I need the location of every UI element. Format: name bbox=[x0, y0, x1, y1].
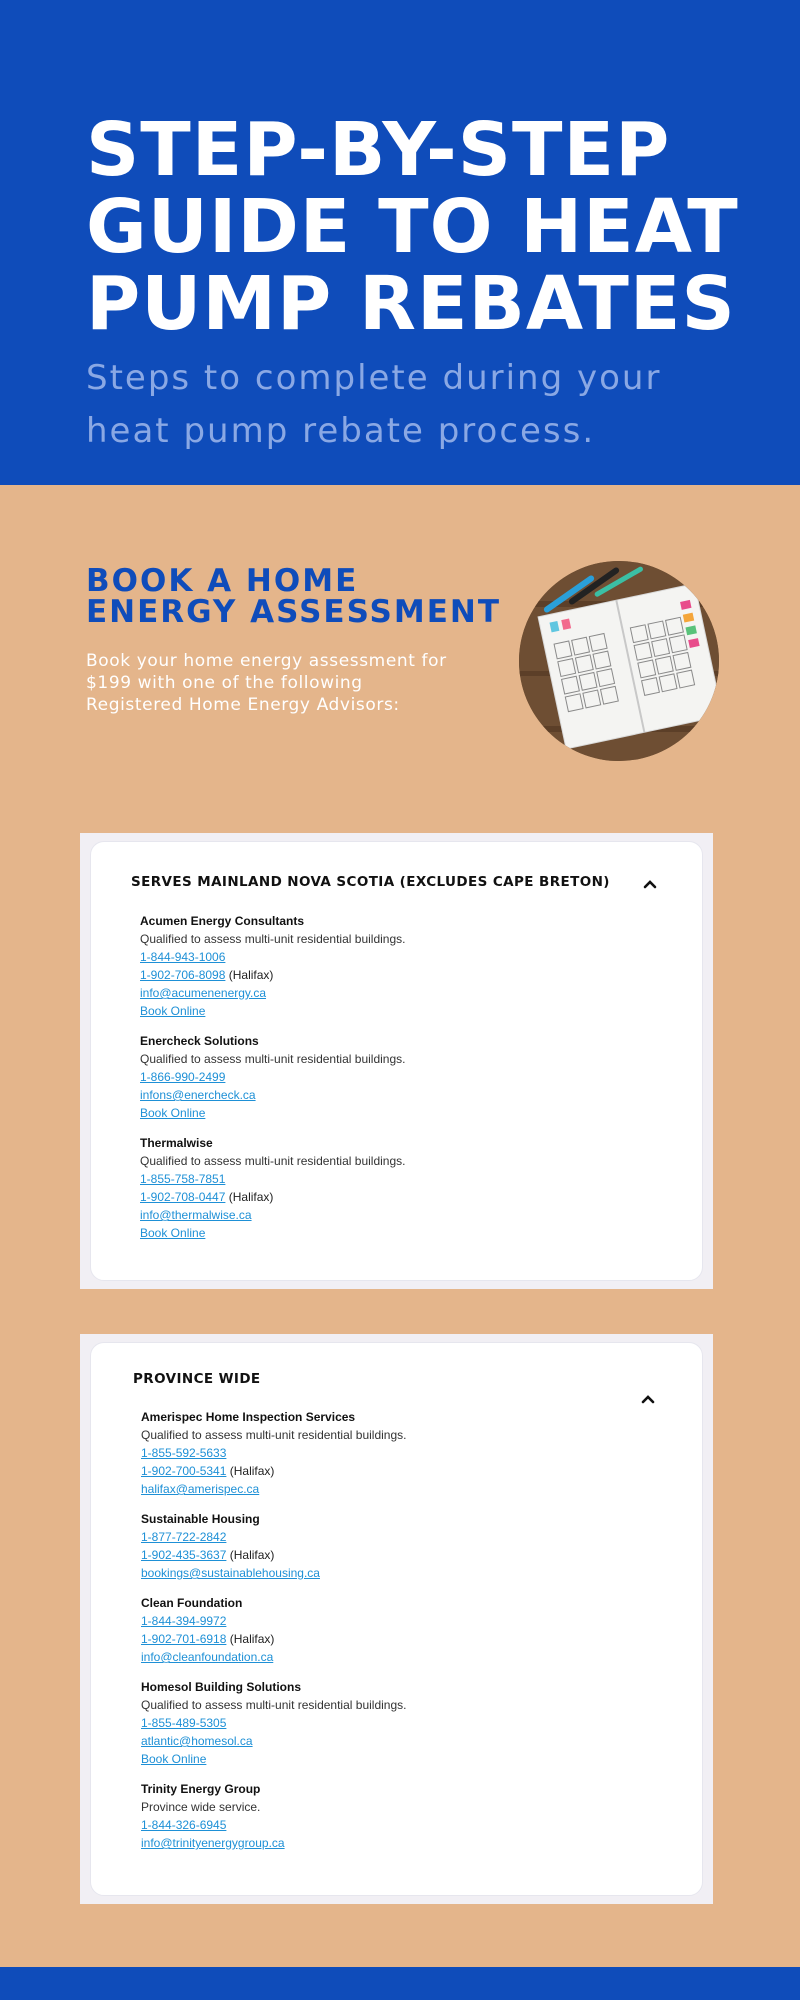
advisor-name: Sustainable Housing bbox=[141, 1512, 260, 1526]
email-link[interactable]: infons@enercheck.ca bbox=[140, 1088, 256, 1102]
book-online-link[interactable]: Book Online bbox=[140, 1004, 206, 1018]
phone-link[interactable]: 1-855-758-7851 bbox=[140, 1172, 226, 1186]
advisor-item bbox=[141, 1678, 641, 1768]
phone-link[interactable]: 1-844-326-6945 bbox=[141, 1818, 227, 1832]
accordion-card bbox=[90, 1342, 703, 1896]
phone-link[interactable]: 1-855-592-5633 bbox=[141, 1446, 227, 1460]
phone-link[interactable]: 1-844-943-1006 bbox=[140, 950, 226, 964]
advisor-item bbox=[141, 1594, 641, 1666]
accordion-province-wide bbox=[80, 1334, 713, 1904]
email-link[interactable]: info@cleanfoundation.ca bbox=[141, 1650, 274, 1664]
chevron-up-icon[interactable] bbox=[642, 876, 658, 892]
advisor-item bbox=[141, 1780, 641, 1852]
advisor-note: Qualified to assess multi-unit residential buildings. bbox=[141, 1428, 407, 1442]
calendar-illustration bbox=[519, 561, 719, 761]
advisor-note: Qualified to assess multi-unit residential buildings. bbox=[140, 1052, 406, 1066]
phone-link[interactable]: 1-877-722-2842 bbox=[141, 1530, 227, 1544]
section-title-assessment: BOOK A HOME ENERGY ASSESSMENT bbox=[86, 563, 501, 630]
email-link[interactable]: info@thermalwise.ca bbox=[140, 1208, 252, 1222]
page-title: STEP-BY-STEP GUIDE TO HEAT PUMP REBATES bbox=[86, 107, 739, 347]
advisor-note: Qualified to assess multi-unit residential buildings. bbox=[141, 1698, 407, 1712]
advisor-name: Trinity Energy Group bbox=[141, 1782, 261, 1796]
advisor-name: Enercheck Solutions bbox=[140, 1034, 259, 1048]
phone-location: (Halifax) bbox=[228, 1190, 274, 1204]
email-link[interactable]: info@trinityenergygroup.ca bbox=[141, 1836, 285, 1850]
advisor-note: Qualified to assess multi-unit residential buildings. bbox=[140, 1154, 406, 1168]
advisor-item bbox=[140, 1032, 640, 1122]
accordion-card bbox=[90, 841, 703, 1281]
phone-link[interactable]: 1-902-435-3637 bbox=[141, 1548, 227, 1562]
advisor-name: Homesol Building Solutions bbox=[141, 1680, 301, 1694]
accordion-title[interactable]: SERVES MAINLAND NOVA SCOTIA (EXCLUDES CAPE BRETON) bbox=[131, 874, 610, 890]
book-online-link[interactable]: Book Online bbox=[140, 1226, 206, 1240]
email-link[interactable]: bookings@sustainablehousing.ca bbox=[141, 1566, 320, 1580]
phone-link[interactable]: 1-902-708-0447 bbox=[140, 1190, 226, 1204]
email-link[interactable]: info@acumenenergy.ca bbox=[140, 986, 267, 1000]
email-link[interactable]: atlantic@homesol.ca bbox=[141, 1734, 253, 1748]
chevron-up-icon[interactable] bbox=[640, 1391, 656, 1407]
advisor-item bbox=[141, 1408, 641, 1498]
book-online-link[interactable]: Book Online bbox=[140, 1106, 206, 1120]
phone-link[interactable]: 1-844-394-9972 bbox=[141, 1614, 227, 1628]
phone-link[interactable]: 1-902-706-8098 bbox=[140, 968, 226, 982]
advisor-name: Thermalwise bbox=[140, 1136, 213, 1150]
phone-location: (Halifax) bbox=[229, 1548, 275, 1562]
advisor-item bbox=[141, 1510, 641, 1582]
accordion-mainland bbox=[80, 833, 713, 1289]
calendar-photo bbox=[519, 561, 719, 761]
hero-banner bbox=[0, 0, 800, 485]
page-subtitle: Steps to complete during your heat pump rebate process. bbox=[86, 358, 662, 451]
footer-bar bbox=[0, 1967, 800, 2000]
advisor-list bbox=[140, 912, 640, 1254]
advisor-note: Qualified to assess multi-unit residential buildings. bbox=[140, 932, 406, 946]
email-link[interactable]: halifax@amerispec.ca bbox=[141, 1482, 260, 1496]
book-online-link[interactable]: Book Online bbox=[141, 1752, 207, 1766]
advisor-note: Province wide service. bbox=[141, 1800, 261, 1814]
phone-location: (Halifax) bbox=[229, 1632, 275, 1646]
advisor-name: Clean Foundation bbox=[141, 1596, 243, 1610]
phone-link[interactable]: 1-866-990-2499 bbox=[140, 1070, 226, 1084]
advisor-name: Amerispec Home Inspection Services bbox=[141, 1410, 356, 1424]
phone-location: (Halifax) bbox=[228, 968, 274, 982]
phone-location: (Halifax) bbox=[229, 1464, 275, 1478]
accordion-title[interactable]: PROVINCE WIDE bbox=[133, 1371, 261, 1387]
advisor-name: Acumen Energy Consultants bbox=[140, 914, 305, 928]
phone-link[interactable]: 1-902-701-6918 bbox=[141, 1632, 227, 1646]
assessment-description: Book your home energy assessment for $199 with one of the following Registered Home Energy Advisors: bbox=[86, 651, 447, 715]
advisor-item bbox=[140, 1134, 640, 1242]
advisor-item bbox=[140, 912, 640, 1020]
phone-link[interactable]: 1-902-700-5341 bbox=[141, 1464, 227, 1478]
advisor-list bbox=[141, 1408, 641, 1864]
phone-link[interactable]: 1-855-489-5305 bbox=[141, 1716, 227, 1730]
